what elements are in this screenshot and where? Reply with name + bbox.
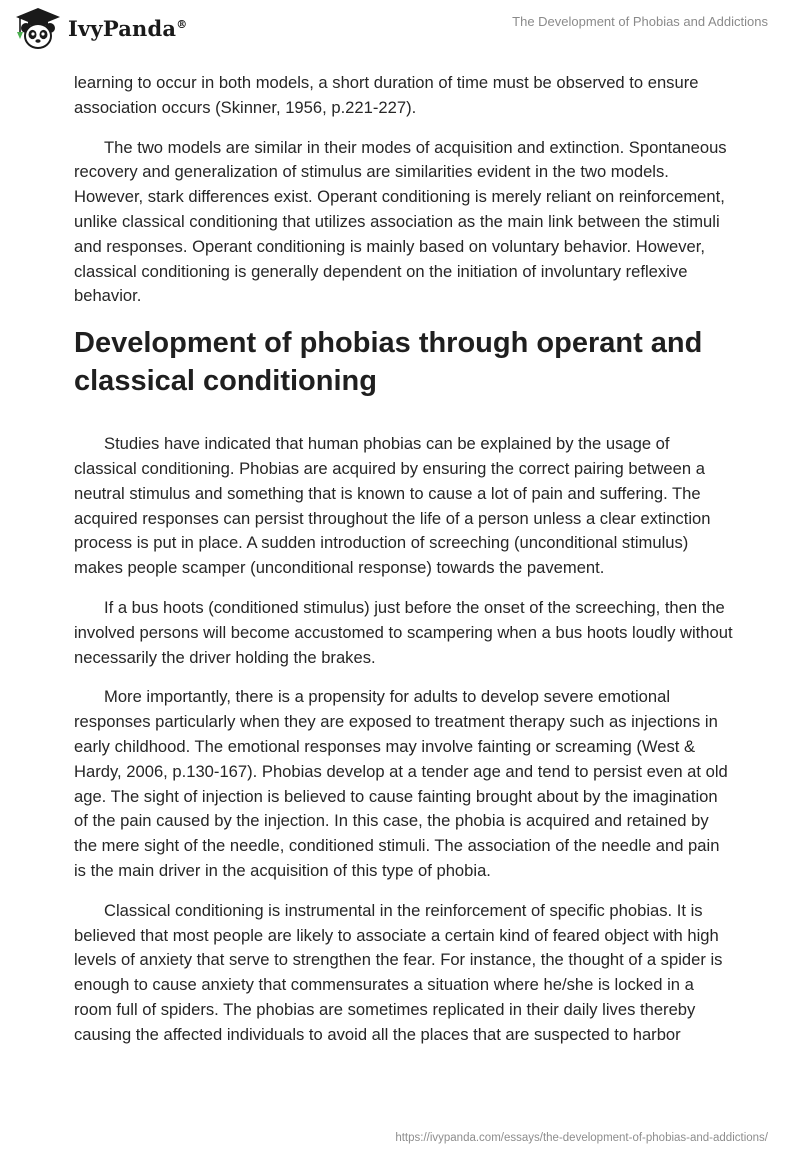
paragraph: learning to occur in both models, a short duration of time must be observed to ensure association occurs (Skinner, 1956, p.221-227).: [74, 73, 699, 117]
ivypanda-logo[interactable]: [14, 6, 187, 50]
paragraph: If a bus hoots (conditioned stimulus) just before the onset of the screeching, then the involved persons will become accustomed to scampering when a bus hoots loudly without necessarily the driver holding the brakes.: [74, 597, 733, 667]
document-title: The Development of Phobias and Addictions: [512, 14, 768, 29]
paragraph: Classical conditioning is instrumental in the reinforcement of specific phobias. It is believed that most people are likely to associate a certain kind of feared object with high levels of anxiety that serve to strengthen the fear. For instance, the thought of a spider is enough to cause anxiety that commensurates a situation where he/she is locked in a room full of spiders. The phobias are sometimes replicated in their daily lives thereby causing the affected individuals to avoid all the places that are suspected to harbor: [74, 900, 723, 1044]
panda-graduate-icon: [14, 6, 62, 50]
page-header: [0, 0, 800, 64]
paragraph: The two models are similar in their modes of acquisition and extinction. Spontaneous recovery and generalization of stimulus are similarities evident in the two models. However, stark differences exist. Operant conditioning is merely reliant on reinforcement, unlike classical conditioning that utilizes association as the main link between the stimuli and responses. Operant conditioning is mainly based on voluntary behavior. However, classical conditioning is generally dependent on the initiation of involuntary reflexive behavior.: [74, 137, 727, 306]
paragraph: More importantly, there is a propensity for adults to develop severe emotional responses particularly when they are exposed to treatment therapy such as injections in early childhood. The emotional responses may involve fainting or screaming (West & Hardy, 2006, p.130-167). Phobias develop at a tender age and tend to persist even at old age. The sight of injection is believed to cause fainting brought about by the imagination of the pain caused by the injection. In this case, the phobia is acquired and retained by the mere sight of the needle, conditioned stimuli. The association of the needle and pain is the main driver in the acquisition of this type of phobia.: [74, 687, 728, 880]
brand-name: IvyPanda®: [68, 15, 188, 41]
paragraph: Studies have indicated that human phobias can be explained by the usage of classical conditioning. Phobias are acquired by ensuring the correct pairing between a neutral stimulus and something that is known to cause a lot of pain and suffering. The acquired responses can persist throughout the life of a person unless a clear extinction process is put in place. A sudden introduction of screeching (unconditional stimulus) makes people scamper (unconditional response) towards the pavement.: [74, 434, 711, 578]
source-url[interactable]: https://ivypanda.com/essays/the-development-of-phobias-and-addictions/: [395, 1132, 768, 1144]
section-heading: Development of phobias through operant and classical conditioning: [74, 327, 703, 398]
essay-body: [74, 71, 734, 1063]
